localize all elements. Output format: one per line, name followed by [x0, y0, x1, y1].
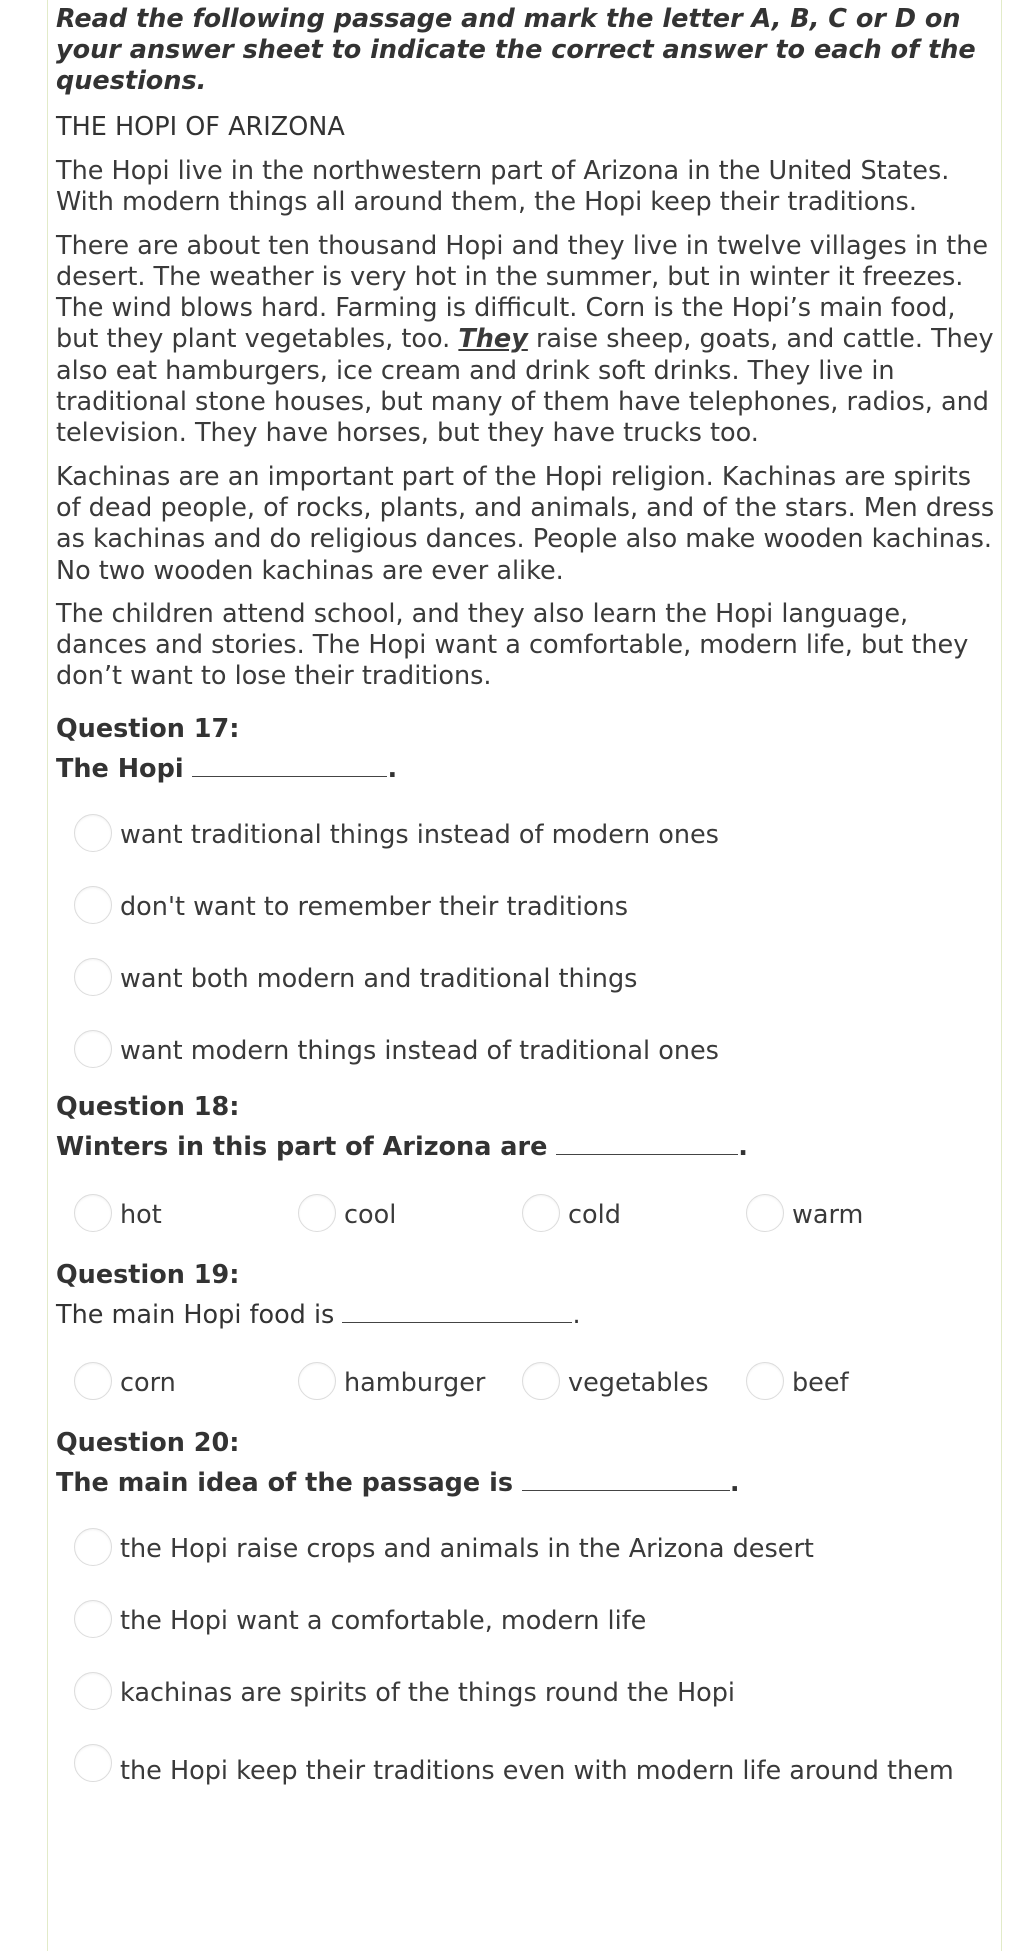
quiz-content [56, 0, 1001, 1821]
option-a[interactable] [56, 1347, 281, 1419]
question-label: Question 19: [56, 1259, 240, 1290]
radio-circle-icon[interactable] [74, 886, 112, 924]
option-c[interactable] [56, 943, 1001, 1015]
option-text: want traditional things instead of modern ones [120, 819, 719, 850]
option-text: cool [344, 1199, 397, 1230]
radio-circle-icon[interactable] [746, 1362, 784, 1400]
radio-circle-icon[interactable] [74, 1030, 112, 1068]
option-text: beef [792, 1367, 849, 1398]
option-text: warm [792, 1199, 864, 1230]
option-text: want modern things instead of traditional ones [120, 1035, 719, 1066]
option-d[interactable] [728, 1347, 953, 1419]
option-b[interactable] [56, 871, 1001, 943]
question-stem: The main idea of the passage is . [56, 1467, 740, 1498]
question-label: Question 17: [56, 713, 240, 744]
question-label: Question 18: [56, 1091, 240, 1122]
question-stem: The main Hopi food is . [56, 1299, 581, 1330]
question-18 [56, 1087, 1001, 1251]
paragraph-2-part-1: There are about ten thousand Hopi and they live in twelve villages in the desert. The weather is very hot in the summer, but in winter it freezes. The wind blows hard. Farming is difficult. Corn is the Hopi’s main food, but they plant vegetables, too. [56, 230, 989, 355]
option-text: hot [120, 1199, 162, 1230]
passage-paragraph-2 [56, 231, 1001, 450]
passage-paragraph-3: Kachinas are an important part of the Hopi religion. Kachinas are spirits of dead people, of rocks, plants, and animals, and of the stars. Men dress as kachinas and do religious dances. People also make wooden kachinas. No two wooden kachinas are ever alike. [56, 461, 995, 586]
paragraph-2-part-2: raise sheep, goats, and cattle. They also eat hamburgers, ice cream and drink soft drinks. They live in traditional stone houses, but many of them have telephones, radios, and television. They have horses, but they have trucks too. [56, 324, 994, 449]
underlined-word-they: They [458, 324, 528, 355]
question-stem: Winters in this part of Arizona are . [56, 1131, 748, 1162]
option-c[interactable] [56, 1657, 1001, 1729]
option-text: corn [120, 1367, 176, 1398]
option-a[interactable] [56, 799, 1001, 871]
radio-circle-icon[interactable] [522, 1194, 560, 1232]
question-17 [56, 709, 1001, 1087]
option-text: the Hopi raise crops and animals in the Arizona desert [120, 1533, 814, 1564]
instructions: Read the following passage and mark the letter A, B, C or D on your answer sheet to indicate the correct answer to each of the questions. [56, 4, 976, 96]
passage-title: THE HOPI OF ARIZONA [56, 112, 345, 142]
radio-circle-icon[interactable] [522, 1362, 560, 1400]
answer-blank [342, 1300, 572, 1323]
radio-circle-icon[interactable] [74, 958, 112, 996]
radio-circle-icon[interactable] [298, 1362, 336, 1400]
radio-circle-icon[interactable] [74, 814, 112, 852]
answer-blank [556, 1132, 738, 1155]
question-20 [56, 1423, 1001, 1821]
answer-blank [522, 1468, 730, 1491]
option-d[interactable] [728, 1179, 953, 1251]
option-text: vegetables [568, 1367, 709, 1398]
radio-circle-icon[interactable] [74, 1600, 112, 1638]
option-a[interactable] [56, 1513, 1001, 1585]
question-stem-text: The main Hopi food is [56, 1299, 335, 1330]
radio-circle-icon[interactable] [298, 1194, 336, 1232]
option-d[interactable] [56, 1015, 1001, 1087]
option-text: hamburger [344, 1367, 486, 1398]
option-d[interactable] [56, 1729, 1001, 1821]
question-stem-text: The main idea of the passage is [56, 1467, 514, 1498]
radio-circle-icon[interactable] [746, 1194, 784, 1232]
question-label: Question 20: [56, 1427, 240, 1458]
radio-circle-icon[interactable] [74, 1672, 112, 1710]
question-19 [56, 1255, 1001, 1419]
passage-paragraph-1: The Hopi live in the northwestern part of Arizona in the United States. With modern things all around them, the Hopi keep their traditions. [56, 156, 950, 218]
question-stem-text: Winters in this part of Arizona are [56, 1131, 548, 1162]
option-c[interactable] [504, 1347, 729, 1419]
question-stem-text: The Hopi [56, 753, 184, 784]
option-b[interactable] [280, 1347, 505, 1419]
option-c[interactable] [504, 1179, 729, 1251]
radio-circle-icon[interactable] [74, 1362, 112, 1400]
option-text: want both modern and traditional things [120, 963, 638, 994]
option-text: the Hopi keep their traditions even with modern life around them [120, 1755, 954, 1786]
option-b[interactable] [56, 1585, 1001, 1657]
option-text: the Hopi want a comfortable, modern life [120, 1605, 647, 1636]
option-b[interactable] [280, 1179, 505, 1251]
radio-circle-icon[interactable] [74, 1528, 112, 1566]
option-text: cold [568, 1199, 621, 1230]
passage-paragraph-4: The children attend school, and they also learn the Hopi language, dances and stories. The Hopi want a comfortable, modern life, but they don’t want to lose their traditions. [56, 598, 969, 692]
option-text: don't want to remember their traditions [120, 891, 628, 922]
radio-circle-icon[interactable] [74, 1194, 112, 1232]
answer-blank [192, 754, 387, 777]
option-a[interactable] [56, 1179, 281, 1251]
option-text: kachinas are spirits of the things round the Hopi [120, 1677, 736, 1708]
question-stem: The Hopi . [56, 753, 398, 784]
